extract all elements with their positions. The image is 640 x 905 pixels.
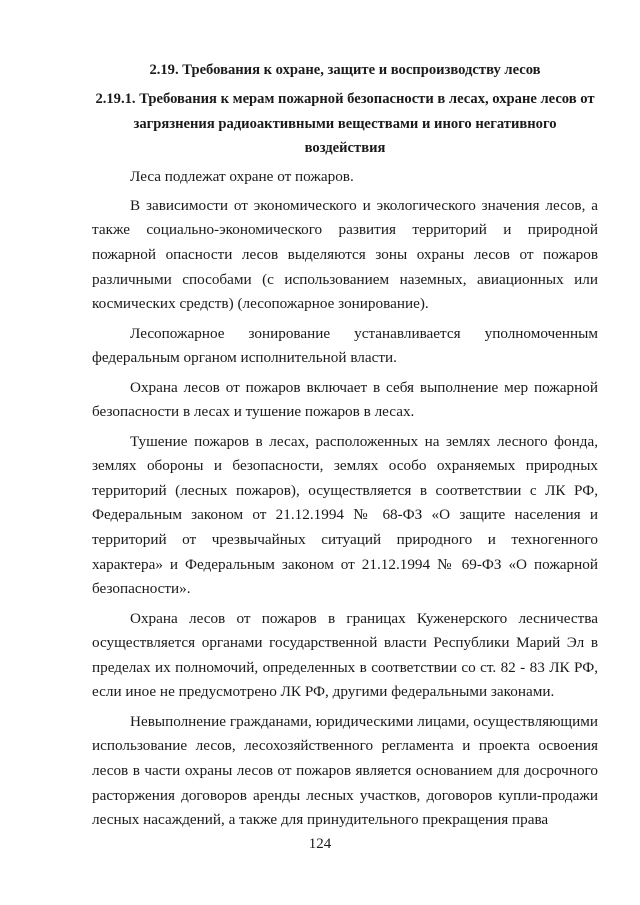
paragraph-3: Лесопожарное зонирование устанавливается уполномоченным федеральным органом исполнительной власти. [92,324,598,367]
paragraph-4: Охрана лесов от пожаров включает в себя выполнение мер пожарной безопасности в лесах и тушение пожаров в лесах. [92,378,598,421]
subsection-heading: 2.19.1. Требования к мерам пожарной безопасности в лесах, охране лесов от загрязнения радиоактивными веществами и иного негативного воздействия [95,91,595,156]
page-number: 124 [308,836,332,852]
paragraph-2: В зависимости от экономического и экологического значения лесов, а также социально-экономического развития территорий и природной пожарной опасности лесов выделяются зоны охраны лесов от пожаров различными способами (с использованием наземных, авиационных или космических средств) (лесопожарное зонирование). [92,196,598,313]
section-heading: 2.19. Требования к охране, защите и воспроизводству лесов [149,62,541,78]
document-page [92,58,598,838]
paragraph-5: Тушение пожаров в лесах, расположенных на землях лесного фонда, землях обороны и безопасности, землях особо охраняемых природных территорий (лесных пожаров), осуществляется в соответствии с ЛК РФ, Федеральным законом от 21.12.1994 № 68-ФЗ «О защите населения и территорий от чрезвычайных ситуаций природного и техногенного характера» и Федеральным законом от 21.12.1994 № 69-ФЗ «О пожарной безопасности». [92,432,598,598]
paragraph-7: Невыполнение гражданами, юридическими лицами, осуществляющими использование лесов, лесохозяйственного регламента и проекта освоения лесов в части охраны лесов от пожаров является основанием для досрочного расторжения договоров аренды лесных участков, договоров купли-продажи лесных насаждений, а также для принудительного прекращения права [92,712,598,829]
paragraph-1: Леса подлежат охране от пожаров. [130,167,354,185]
paragraph-6: Охрана лесов от пожаров в границах Куженерского лесничества осуществляется органами государственной власти Республики Марий Эл в пределах их полномочий, определенных в соответствии со ст. 82 - 83 ЛК РФ, если иное не предусмотрено ЛК РФ, другими федеральными законами. [92,609,598,701]
